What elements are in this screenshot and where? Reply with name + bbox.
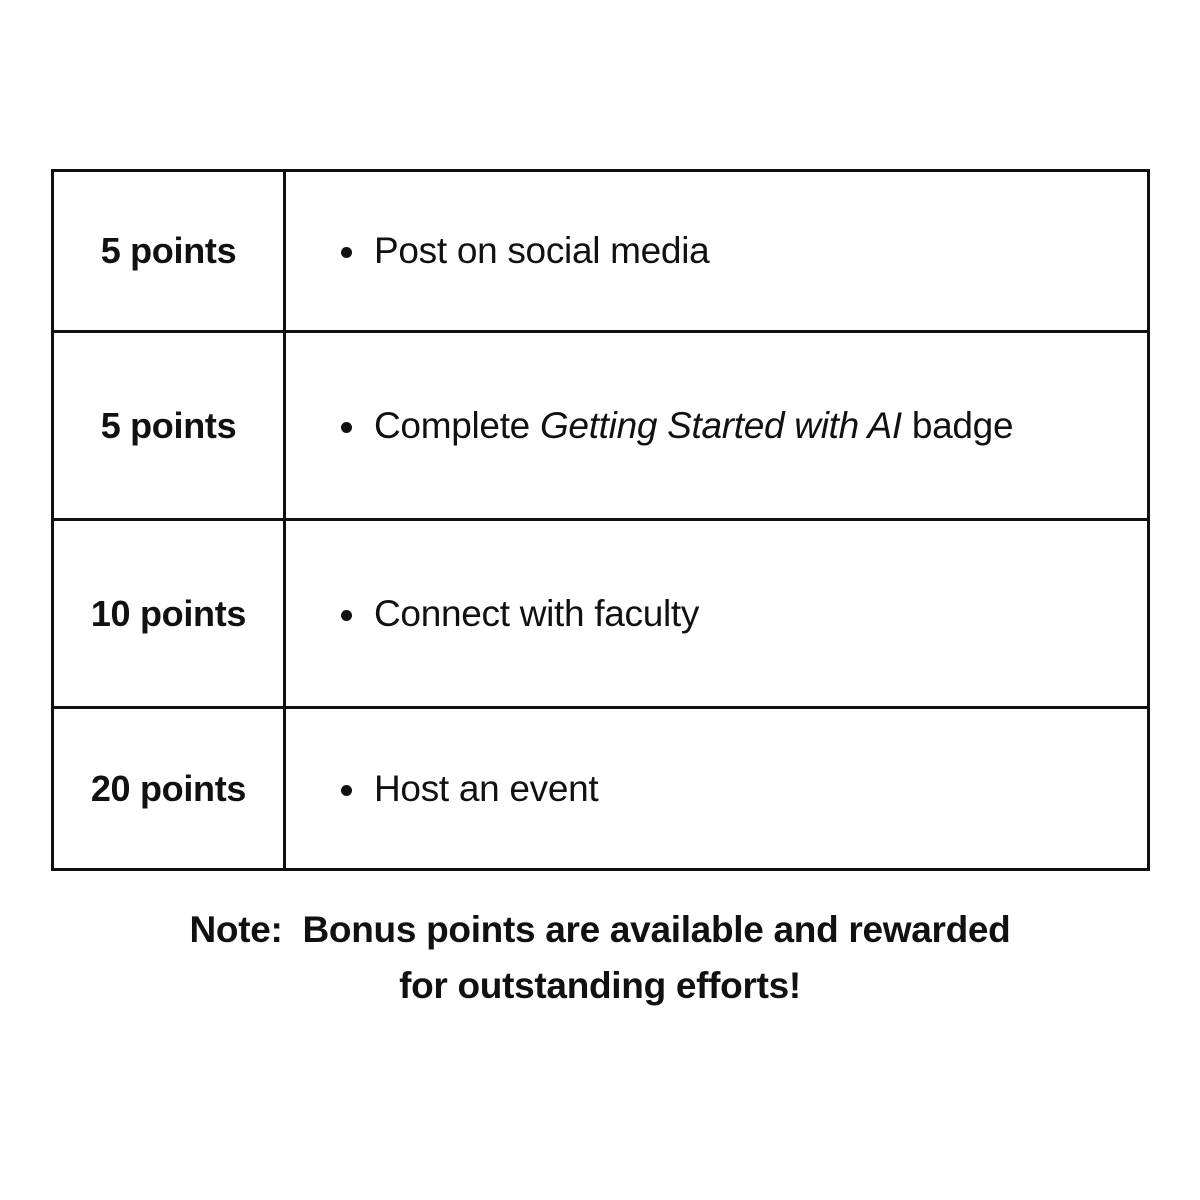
task-cell xyxy=(285,332,1149,520)
list-item xyxy=(338,230,1147,272)
list-item xyxy=(338,768,1147,810)
bullet-icon xyxy=(341,247,352,258)
points-value: 5 points xyxy=(53,332,285,520)
table-row xyxy=(53,520,1149,708)
note-line-2: for outstanding efforts! xyxy=(399,965,801,1006)
points-table xyxy=(51,169,1150,871)
task-cell xyxy=(285,520,1149,708)
list-item xyxy=(338,593,1147,635)
table-row xyxy=(53,708,1149,870)
task-list xyxy=(338,593,1147,635)
task-cell xyxy=(285,708,1149,870)
note-line-1: Note: Bonus points are available and rewarded xyxy=(189,909,1011,950)
bonus-note xyxy=(0,902,1200,1014)
task-text: Host an event xyxy=(374,767,599,809)
badge-name: Getting Started with AI xyxy=(539,404,902,446)
table-row xyxy=(53,332,1149,520)
points-value: 20 points xyxy=(53,708,285,870)
table-row xyxy=(53,171,1149,332)
task-text: Complete xyxy=(374,404,540,446)
list-item xyxy=(338,405,1147,447)
task-text-suffix: badge xyxy=(901,404,1014,446)
bullet-icon xyxy=(341,785,352,796)
points-value: 5 points xyxy=(53,171,285,332)
task-text: Connect with faculty xyxy=(374,592,700,634)
bullet-icon xyxy=(341,610,352,621)
task-cell xyxy=(285,171,1149,332)
bullet-icon xyxy=(341,422,352,433)
task-list xyxy=(338,405,1147,447)
points-value: 10 points xyxy=(53,520,285,708)
task-list xyxy=(338,768,1147,810)
task-list xyxy=(338,230,1147,272)
task-text: Post on social media xyxy=(374,230,710,271)
